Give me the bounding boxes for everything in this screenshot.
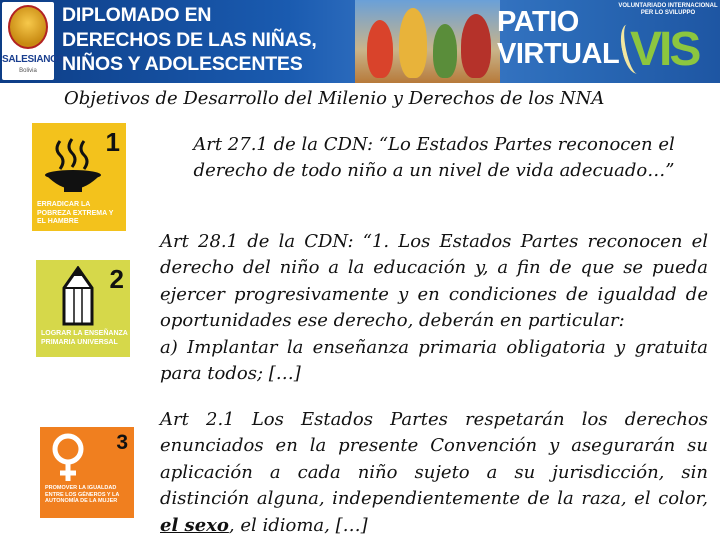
goal-number: 2 [109, 264, 124, 294]
banner-title-line: DERECHOS DE LAS NIÑAS, [62, 28, 317, 51]
children-illustration [355, 0, 500, 83]
goal-3-emphasis: el sexo [160, 514, 229, 536]
header-banner [0, 0, 720, 83]
goal-2-text [160, 229, 708, 387]
goal-2-text-main: Art 28.1 de la CDN: “1. Los Estados Partes reconocen el derecho del niño a la educación y, a fin de que se pueda ejercer progresivamente y en condiciones de igualdad de oportunidades ese derecho, deberán en particular: [160, 231, 708, 332]
page-title: Objetivos de Desarrollo del Milenio y Derechos de los NNA [64, 88, 605, 109]
goal-2-text-item-a: a) Implantar la enseñanza primaria obligatoria y gratuita para todos; […] [160, 336, 708, 385]
org-logo-sub: Bolivia [19, 68, 37, 74]
goal-1-text: Art 27.1 de la CDN: “Lo Estados Partes reconocen el derecho de todo niño a un nivel de vida adecuado…” [193, 134, 675, 182]
goal-3-text-post: , el idioma, […] [228, 514, 368, 536]
child-figure [461, 14, 491, 78]
banner-title [62, 3, 362, 77]
vis-logo: VIS [630, 23, 699, 76]
banner-title-line: DIPLOMADO EN [62, 4, 212, 26]
mdg-goal-1-badge [32, 123, 126, 231]
bowl-icon [42, 135, 104, 197]
banner-title-line: NIÑOS Y ADOLESCENTES [62, 53, 303, 75]
saint-emblem-icon [8, 5, 48, 49]
patio-line: PATIO [497, 6, 579, 38]
pencil-icon [58, 266, 98, 326]
vis-caption: VOLUNTARIADO INTERNACIONAL PER LO SVILUPPO [618, 3, 718, 16]
goal-caption: LOGRAR LA ENSEÑANZA PRIMARIA UNIVERSAL [41, 330, 128, 346]
goal-3-text [160, 407, 708, 539]
mdg-goal-3-badge [40, 427, 134, 518]
patio-line: VIRTUAL [497, 38, 620, 70]
goal-number: 1 [105, 127, 120, 157]
patio-virtual-title [497, 6, 625, 70]
goal-caption: PROMOVER LA IGUALDAD ENTRE LOS GÉNEROS Y LA AUTONOMÍA DE LA MUJER [45, 485, 120, 504]
female-symbol-icon [48, 433, 88, 483]
mdg-goal-2-badge [36, 260, 130, 357]
child-figure [399, 8, 427, 78]
goal-number: 3 [116, 431, 128, 454]
goal-caption: ERRADICAR LA POBREZA EXTREMA Y EL HAMBRE [37, 201, 114, 225]
org-logo-text: SALESIANOS [2, 54, 65, 65]
child-figure [367, 20, 393, 78]
org-logo [2, 2, 65, 80]
goal-3-text-pre: Art 2.1 Los Estados Partes respetarán los derechos enunciados en la presente Convención y asegurarán su aplicación a cada niño sujeto a su jurisdicción, sin distinción alguna, independientemente de la raza, el color, [160, 409, 708, 510]
child-figure [433, 24, 457, 78]
